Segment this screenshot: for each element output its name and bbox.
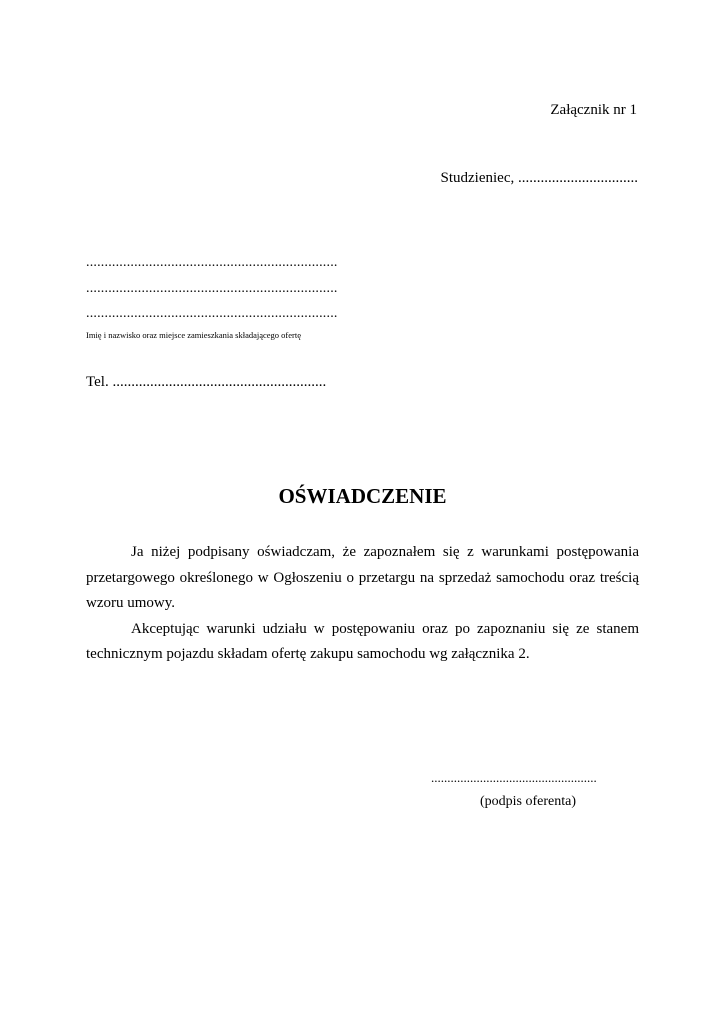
bidder-caption: Imię i nazwisko oraz miejsce zamieszkania składającego ofertę [86, 330, 301, 340]
signature-line: ................................................... [431, 770, 597, 785]
bidder-name-line-1: .................................................................... [86, 255, 338, 270]
document-title: OŚWIADCZENIE [278, 484, 447, 508]
declaration-paragraph-1: Ja niżej podpisany oświadczam, że zapoznałem się z warunkami postępowania przetargowego określonego w Ogłoszeniu o przetargu na sprzedaż samochodu oraz treścią wzoru umowy. [86, 544, 639, 611]
bidder-name-line-2: .................................................................... [86, 281, 338, 296]
place-date-line: Studzieniec, ................................ [440, 170, 638, 186]
telephone-line: Tel. ......................................................... [86, 374, 327, 390]
declaration-paragraph-2: Akceptując warunki udziału w postępowaniu oraz po zapoznaniu się ze stanem technicznym pojazdu składam ofertę zakupu samochodu wg załącznika 2. [86, 620, 639, 662]
bidder-name-line-3: .................................................................... [86, 306, 338, 321]
annex-label: Załącznik nr 1 [550, 102, 637, 118]
signature-label: (podpis oferenta) [480, 794, 577, 809]
declaration-body [86, 540, 639, 668]
